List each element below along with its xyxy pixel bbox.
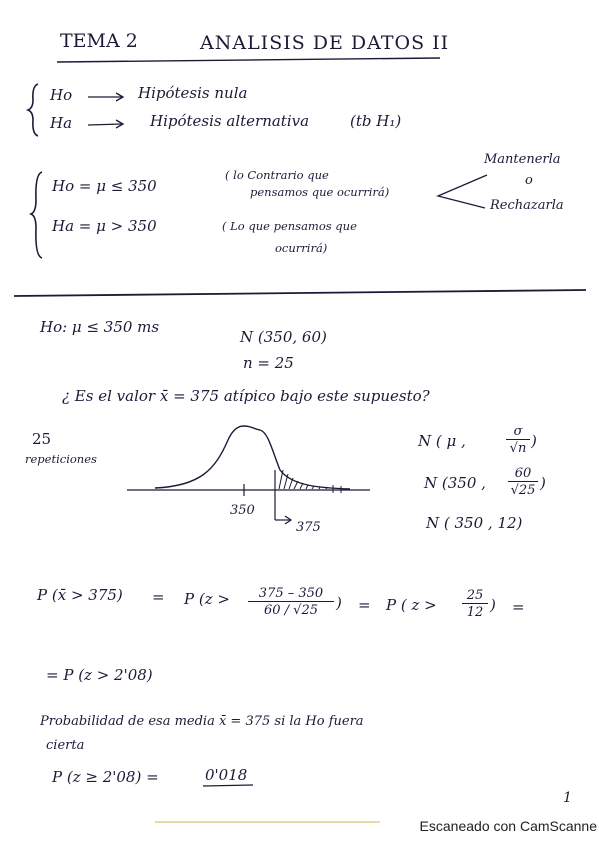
h0-note-line1: ( lo Contrario que [225, 168, 329, 182]
scanner-watermark: Escaneado con CamScanne [419, 818, 597, 834]
problem-sample-size: n = 25 [243, 354, 294, 372]
sampling-dist-values: N (350 , [424, 474, 486, 492]
ha-alias: (tb H₁) [350, 112, 402, 130]
ha-note-line2: ocurrirá) [275, 241, 328, 255]
brace-hypotheses [31, 172, 42, 258]
ha-equation: Ha = μ > 350 [52, 217, 157, 235]
h0-note-line2: pensamos que ocurrirá) [250, 185, 390, 199]
density-curve [155, 426, 350, 489]
h0-equation: Ho = μ ≤ 350 [52, 177, 157, 195]
z-value-expression: = P (z > 2'08) [46, 666, 153, 684]
h0-symbol: Ho [50, 86, 73, 104]
sampling-dist-general-frac: $\frac{\sigma}{√n}$ [506, 424, 530, 456]
page-number: 1 [563, 790, 572, 806]
arrow-ha [88, 124, 122, 125]
graph-label-mean: 350 [230, 503, 255, 518]
ha-definition: Hipótesis alternativa [150, 112, 310, 130]
title-underline [57, 58, 440, 62]
decision-reject: Rechazarla [490, 198, 564, 213]
problem-distribution: N (350, 60) [240, 328, 327, 346]
ha-note-line1: ( Lo que pensamos que [222, 219, 357, 233]
section-separator [14, 290, 586, 296]
z-transform-start: P (z > [184, 590, 230, 608]
z-transform-frac: $\frac{375 - 350}{60 / √25}$ [248, 586, 334, 618]
decision-keep: Mantenerla [484, 152, 561, 167]
topic-label: TEMA 2 [60, 30, 138, 52]
prob-expression: P (x̄ > 375) [37, 586, 123, 604]
final-prob-result: 0'018 [205, 766, 248, 784]
problem-hypothesis: Ho: μ ≤ 350 ms [40, 318, 160, 336]
brace-definitions [28, 84, 38, 136]
h0-definition: Hipótesis nula [138, 84, 248, 102]
repetitions-count: 25 [32, 430, 52, 448]
z-simplified-start: P ( z > [386, 596, 437, 614]
result-underline [203, 785, 253, 786]
decision-or: o [525, 173, 533, 188]
interpretation-line2: cierta [46, 738, 85, 753]
page-title: ANALISIS DE DATOS II [200, 32, 450, 54]
interpretation-line1: Probabilidad de esa media x̄ = 375 si la Ho fuera [40, 714, 364, 729]
sampling-dist-values-frac: $\frac{60}{√25}$ [508, 466, 538, 498]
repetitions-label: repeticiones [25, 452, 97, 466]
sampling-dist-result: N ( 350 , 12) [426, 514, 523, 532]
problem-question: ¿ Es el valor x̄ = 375 atípico bajo este supuesto? [62, 387, 430, 405]
decision-bracket [438, 175, 487, 208]
final-prob-expression: P (z ≥ 2'08) = [52, 768, 159, 786]
z-simplified-frac: $\frac{25}{12}$ [462, 588, 488, 620]
graph-label-value: 375 [296, 520, 321, 535]
sampling-dist-general: N ( μ , [418, 432, 466, 450]
ha-symbol: Ha [50, 114, 73, 132]
